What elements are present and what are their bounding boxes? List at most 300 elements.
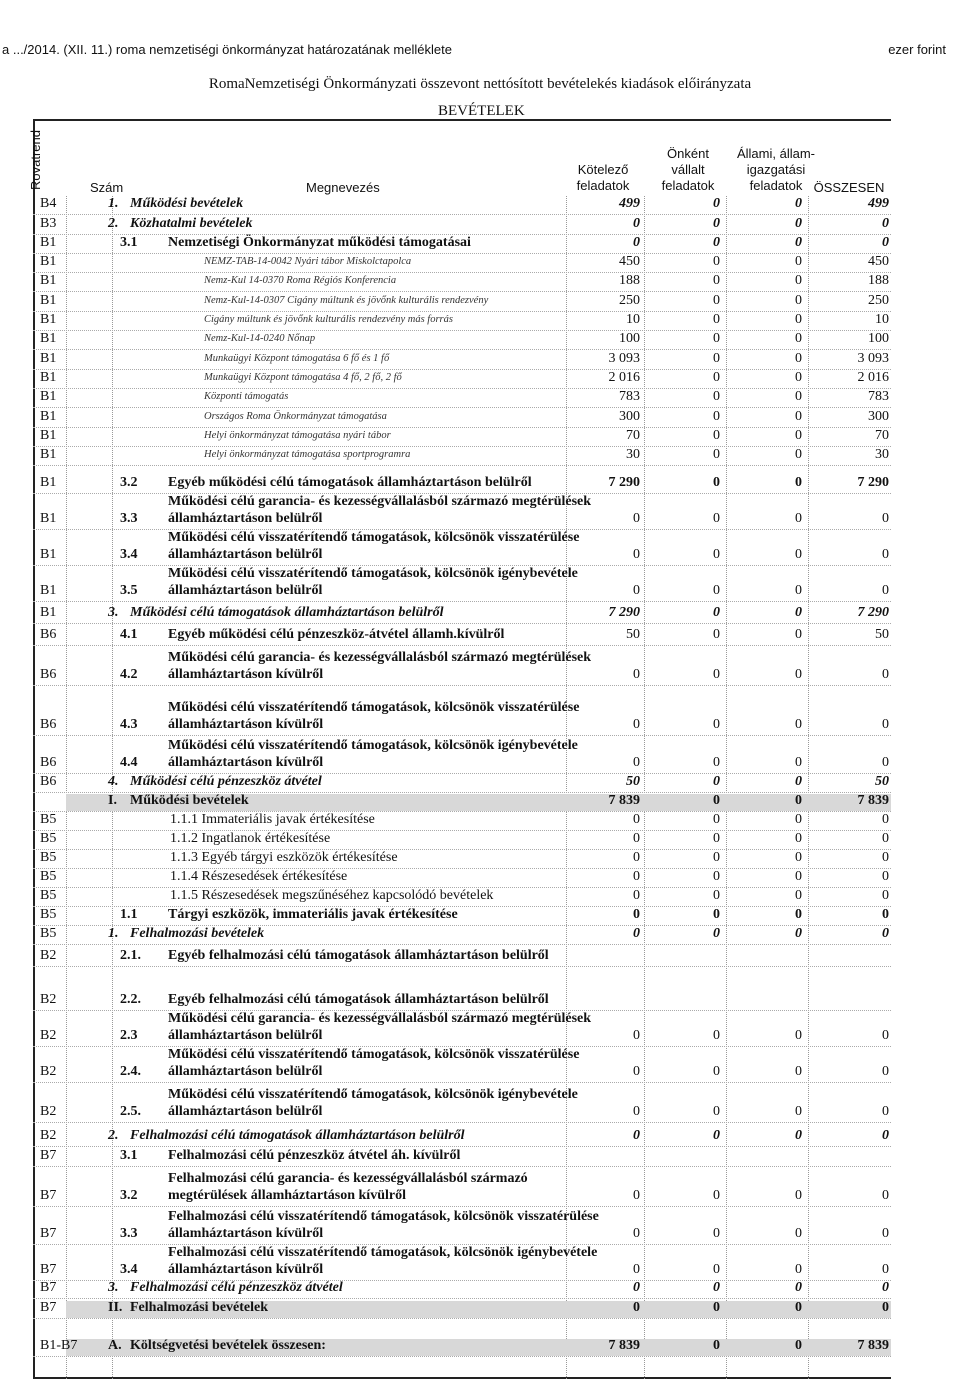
table-row — [0, 774, 960, 793]
cell-onkent: 0 — [713, 511, 720, 527]
cell-osszesen: 2 016 — [857, 369, 889, 385]
table-row — [0, 408, 960, 427]
cell-kotelezo: 0 — [633, 869, 640, 885]
cell-szam: 1.1 — [120, 907, 138, 923]
cell-megnevezes: Felhalmozási célú garancia- és kezességvállalásból származó megtérülések államháztartáson kívülről — [168, 1171, 528, 1204]
column-header-szam: Szám — [90, 180, 124, 195]
table-row — [0, 312, 960, 331]
cell-osszesen: 0 — [882, 1280, 889, 1296]
cell-osszesen: 0 — [882, 1188, 889, 1204]
cell-allami: 0 — [795, 583, 802, 599]
table-row — [0, 1207, 960, 1245]
cell-kotelezo: 0 — [633, 667, 640, 683]
cell-szam: 3.1 — [120, 234, 138, 250]
cell-osszesen: 783 — [868, 389, 889, 405]
cell-szam: 2.5. — [120, 1104, 141, 1120]
cell-osszesen: 3 093 — [857, 350, 889, 366]
table-row — [0, 215, 960, 234]
table-row — [0, 1011, 960, 1047]
cell-megnevezes: Helyi önkormányzat támogatása sportprogramra — [204, 449, 411, 461]
cell-rovatrend: B5 — [40, 831, 57, 847]
cell-osszesen: 0 — [882, 831, 889, 847]
cell-onkent: 0 — [713, 717, 720, 733]
cell-rovatrend: B2 — [40, 1104, 57, 1120]
cell-szam: 1. — [108, 196, 119, 212]
cell-kotelezo: 0 — [633, 812, 640, 828]
table-row — [0, 793, 960, 812]
cell-megnevezes: Működési célú visszatérítendő támogatások, kölcsönök visszatérülése államháztartáson belülről — [168, 530, 580, 563]
cell-rovatrend: B1 — [40, 331, 57, 347]
cell-rovatrend: B5 — [40, 907, 57, 923]
cell-osszesen: 100 — [868, 331, 889, 347]
cell-megnevezes: Működési célú visszatérítendő támogatások, kölcsönök igénybevétele államháztartáson belülről — [168, 566, 578, 599]
cell-onkent: 0 — [713, 850, 720, 866]
cell-onkent: 0 — [713, 888, 720, 904]
cell-onkent: 0 — [713, 627, 720, 643]
cell-kotelezo: 10 — [626, 312, 640, 328]
cell-osszesen: 7 290 — [857, 475, 889, 491]
cell-rovatrend: B2 — [40, 948, 57, 964]
cell-rovatrend: B5 — [40, 850, 57, 866]
cell-onkent: 0 — [713, 475, 720, 491]
cell-allami: 0 — [795, 774, 802, 790]
document-reference: a .../2014. (XII. 11.) roma nemzetiségi önkormányzat határozatának melléklete — [2, 42, 452, 57]
cell-allami: 0 — [795, 312, 802, 328]
cell-onkent: 0 — [713, 1280, 720, 1296]
cell-allami: 0 — [795, 926, 802, 942]
cell-szam: 4.4 — [120, 755, 138, 771]
cell-rovatrend: B1 — [40, 369, 57, 385]
cell-allami: 0 — [795, 717, 802, 733]
cell-kotelezo: 100 — [619, 331, 640, 347]
cell-megnevezes: Felhalmozási célú pénzeszköz átvétel — [130, 1280, 343, 1296]
cell-osszesen: 0 — [882, 234, 889, 250]
cell-szam: 2.4. — [120, 1064, 141, 1080]
cell-kotelezo: 0 — [633, 1188, 640, 1204]
cell-allami: 0 — [795, 1128, 802, 1144]
cell-rovatrend: B1 — [40, 511, 57, 527]
table-row — [0, 1319, 960, 1357]
table-row — [0, 254, 960, 273]
cell-allami: 0 — [795, 475, 802, 491]
cell-kotelezo: 70 — [626, 427, 640, 443]
cell-kotelezo: 7 839 — [608, 1338, 640, 1354]
cell-onkent: 0 — [713, 667, 720, 683]
cell-szam: 3.2 — [120, 1188, 138, 1204]
table-row — [0, 602, 960, 624]
table-row — [0, 646, 960, 686]
cell-megnevezes: 1.1.4 Részesedések értékesítése — [170, 869, 348, 885]
cell-allami: 0 — [795, 1104, 802, 1120]
table-row — [0, 1123, 960, 1147]
cell-rovatrend: B1 — [40, 427, 57, 443]
cell-osszesen: 50 — [875, 627, 889, 643]
cell-kotelezo: 783 — [619, 389, 640, 405]
cell-megnevezes: Felhalmozási bevételek — [130, 1300, 269, 1316]
cell-allami: 0 — [795, 1028, 802, 1044]
cell-megnevezes: Nemzetiségi Önkormányzat működési támogatásai — [168, 234, 471, 250]
cell-szam: 3.1 — [120, 1148, 138, 1164]
cell-allami: 0 — [795, 292, 802, 308]
column-header-onkent: Önként vállalt feladatok — [661, 146, 715, 193]
cell-kotelezo: 0 — [633, 1300, 640, 1316]
cell-onkent: 0 — [713, 331, 720, 347]
cell-onkent: 0 — [713, 1128, 720, 1144]
table-row — [0, 945, 960, 967]
cell-rovatrend: B7 — [40, 1188, 57, 1204]
cell-kotelezo: 0 — [633, 215, 640, 231]
table-row — [0, 812, 960, 831]
cell-onkent: 0 — [713, 926, 720, 942]
cell-onkent: 0 — [713, 869, 720, 885]
cell-rovatrend: B7 — [40, 1280, 57, 1296]
row-divider — [33, 1356, 891, 1357]
cell-rovatrend: B2 — [40, 1028, 57, 1044]
cell-szam: II. — [108, 1300, 123, 1316]
cell-megnevezes: Felhalmozási bevételek — [130, 926, 265, 942]
cell-kotelezo: 3 093 — [608, 350, 640, 366]
cell-kotelezo: 2 016 — [608, 369, 640, 385]
cell-osszesen: 300 — [868, 408, 889, 424]
table-row — [0, 566, 960, 602]
cell-rovatrend: B4 — [40, 196, 57, 212]
cell-onkent: 0 — [713, 350, 720, 366]
cell-onkent: 0 — [713, 369, 720, 385]
cell-rovatrend: B7 — [40, 1226, 57, 1242]
cell-rovatrend: B1 — [40, 234, 57, 250]
cell-kotelezo: 7 290 — [608, 605, 640, 621]
cell-onkent: 0 — [713, 774, 720, 790]
cell-rovatrend: B1 — [40, 605, 57, 621]
cell-allami: 0 — [795, 831, 802, 847]
cell-rovatrend: B1 — [40, 475, 57, 491]
cell-rovatrend: B6 — [40, 667, 57, 683]
cell-szam: 3.4 — [120, 547, 138, 563]
cell-allami: 0 — [795, 888, 802, 904]
cell-megnevezes: Felhalmozási célú pénzeszköz átvétel áh. kívülről — [168, 1148, 461, 1164]
cell-onkent: 0 — [713, 793, 720, 809]
cell-szam: 3. — [108, 605, 119, 621]
cell-megnevezes: Tárgyi eszközök, immateriális javak értékesítése — [168, 907, 458, 923]
cell-rovatrend: B7 — [40, 1262, 57, 1278]
cell-rovatrend: B5 — [40, 812, 57, 828]
cell-allami: 0 — [795, 869, 802, 885]
cell-onkent: 0 — [713, 1338, 720, 1354]
cell-osszesen: 0 — [882, 888, 889, 904]
cell-szam: 2.2. — [120, 992, 141, 1008]
cell-kotelezo: 0 — [633, 511, 640, 527]
cell-kotelezo: 0 — [633, 888, 640, 904]
cell-megnevezes: Munkaügyi Központ támogatása 6 fő és 1 fő — [204, 352, 390, 364]
table-row — [0, 494, 960, 530]
cell-osszesen: 0 — [882, 1262, 889, 1278]
table-row — [0, 850, 960, 869]
cell-onkent: 0 — [713, 389, 720, 405]
cell-onkent: 0 — [713, 1300, 720, 1316]
cell-allami: 0 — [795, 1280, 802, 1296]
cell-onkent: 0 — [713, 427, 720, 443]
cell-onkent: 0 — [713, 755, 720, 771]
cell-kotelezo: 0 — [633, 1128, 640, 1144]
cell-megnevezes: Felhalmozási célú visszatérítendő támogatások, kölcsönök visszatérülése államháztartáson kívülről — [168, 1209, 599, 1242]
cell-szam: 1. — [108, 926, 119, 942]
cell-allami: 0 — [795, 1226, 802, 1242]
cell-megnevezes: Működési bevételek — [130, 196, 244, 212]
cell-allami: 0 — [795, 850, 802, 866]
table-row — [0, 736, 960, 774]
cell-megnevezes: Működési célú garancia- és kezességvállalásból származó megtérülések államháztartáson belülről — [168, 1011, 592, 1044]
cell-osszesen: 7 839 — [857, 1338, 889, 1354]
section-title: BEVÉTELEK — [438, 103, 525, 119]
cell-onkent: 0 — [713, 1226, 720, 1242]
cell-rovatrend: B7 — [40, 1148, 57, 1164]
cell-kotelezo: 0 — [633, 547, 640, 563]
cell-rovatrend: B1 — [40, 547, 57, 563]
table-row — [0, 530, 960, 566]
cell-kotelezo: 250 — [619, 292, 640, 308]
cell-allami: 0 — [795, 793, 802, 809]
cell-szam: 2.3 — [120, 1028, 138, 1044]
cell-megnevezes: Munkaügyi Központ támogatása 4 fő, 2 fő, 2 fő — [204, 371, 402, 383]
cell-allami: 0 — [795, 234, 802, 250]
cell-kotelezo: 50 — [626, 627, 640, 643]
cell-kotelezo: 0 — [633, 850, 640, 866]
column-header-rovatrend: Rovatrend — [28, 130, 43, 190]
cell-osszesen: 499 — [868, 196, 889, 212]
cell-onkent: 0 — [713, 1188, 720, 1204]
cell-szam: 2.1. — [120, 948, 141, 964]
cell-osszesen: 0 — [882, 1064, 889, 1080]
cell-megnevezes: Felhalmozási célú visszatérítendő támogatások, kölcsönök igénybevétele államháztartáson kívülről — [168, 1245, 598, 1278]
cell-osszesen: 0 — [882, 583, 889, 599]
cell-megnevezes: Működési célú támogatások államháztartáson belülről — [130, 605, 444, 621]
cell-szam: I. — [108, 793, 117, 809]
cell-szam: 4.1 — [120, 627, 138, 643]
cell-allami: 0 — [795, 254, 802, 270]
table-row — [0, 273, 960, 292]
cell-allami: 0 — [795, 369, 802, 385]
cell-allami: 0 — [795, 1338, 802, 1354]
cell-allami: 0 — [795, 350, 802, 366]
cell-onkent: 0 — [713, 1104, 720, 1120]
cell-rovatrend: B3 — [40, 215, 57, 231]
cell-rovatrend: B5 — [40, 869, 57, 885]
cell-megnevezes: Egyéb felhalmozási célú támogatások államháztartáson belülről — [168, 992, 549, 1008]
cell-osszesen: 7 839 — [857, 793, 889, 809]
cell-megnevezes: Cigány múltunk és jövőnk kulturális rendezvény más forrás — [204, 314, 453, 326]
cell-kotelezo: 0 — [633, 1064, 640, 1080]
cell-megnevezes: Helyi önkormányzat támogatása nyári tábor — [204, 429, 391, 441]
cell-osszesen: 0 — [882, 1128, 889, 1144]
cell-rovatrend: B1 — [40, 583, 57, 599]
cell-rovatrend: B2 — [40, 992, 57, 1008]
table-row — [0, 1299, 960, 1319]
cell-kotelezo: 0 — [633, 1262, 640, 1278]
cell-allami: 0 — [795, 627, 802, 643]
table-row — [0, 447, 960, 466]
column-header-allami: Állami, állam-igazgatási feladatok — [736, 146, 815, 193]
cell-allami: 0 — [795, 812, 802, 828]
cell-szam: 4. — [108, 774, 119, 790]
cell-kotelezo: 188 — [619, 273, 640, 289]
cell-megnevezes: 1.1.5 Részesedések megszűnéséhez kapcsolódó bevételek — [170, 888, 494, 904]
table-row — [0, 235, 960, 254]
cell-allami: 0 — [795, 1188, 802, 1204]
cell-onkent: 0 — [713, 292, 720, 308]
cell-rovatrend: B6 — [40, 774, 57, 790]
cell-allami: 0 — [795, 215, 802, 231]
cell-rovatrend: B6 — [40, 627, 57, 643]
cell-osszesen: 0 — [882, 850, 889, 866]
cell-kotelezo: 0 — [633, 1104, 640, 1120]
cell-megnevezes: Központi támogatás — [204, 391, 289, 403]
cell-megnevezes: Országos Roma Önkormányzat támogatása — [204, 410, 387, 422]
cell-megnevezes: Nemz-Kul-14-0307 Cigány múltunk és jövőnk kulturális rendezvény — [204, 294, 489, 306]
cell-rovatrend: B1 — [40, 350, 57, 366]
cell-onkent: 0 — [713, 583, 720, 599]
cell-onkent: 0 — [713, 447, 720, 463]
cell-onkent: 0 — [713, 312, 720, 328]
table-row — [0, 686, 960, 736]
table-row — [0, 831, 960, 850]
cell-allami: 0 — [795, 447, 802, 463]
table-row — [0, 196, 960, 215]
cell-megnevezes: Egyéb működési célú támogatások államháztartáson belülről — [168, 475, 532, 491]
cell-osszesen: 70 — [875, 427, 889, 443]
table-row — [0, 926, 960, 945]
cell-osszesen: 0 — [882, 1104, 889, 1120]
cell-szam: 3.3 — [120, 1226, 138, 1242]
table-row — [0, 888, 960, 907]
table-row — [0, 331, 960, 350]
cell-osszesen: 10 — [875, 312, 889, 328]
cell-rovatrend: B1 — [40, 254, 57, 270]
cell-megnevezes: 1.1.3 Egyéb tárgyi eszközök értékesítése — [170, 850, 398, 866]
cell-kotelezo: 0 — [633, 583, 640, 599]
table-row — [0, 624, 960, 646]
cell-megnevezes: Egyéb működési célú pénzeszköz-átvétel államh.kívülről — [168, 627, 505, 643]
column-header-kotelezo: Kötelező feladatok — [576, 162, 630, 193]
cell-osszesen: 0 — [882, 215, 889, 231]
column-header-osszesen: ÖSSZESEN — [813, 180, 885, 195]
cell-megnevezes: Felhalmozási célú támogatások államháztartáson belülről — [130, 1128, 465, 1144]
table-row — [0, 1167, 960, 1207]
cell-onkent: 0 — [713, 408, 720, 424]
cell-szam: 2. — [108, 215, 119, 231]
cell-megnevezes: Működési célú garancia- és kezességvállalásból származó megtérülések államháztartáson kívülről — [168, 650, 592, 683]
table-row — [0, 466, 960, 494]
table-row — [0, 389, 960, 408]
cell-allami: 0 — [795, 196, 802, 212]
cell-kotelezo: 0 — [633, 1028, 640, 1044]
cell-megnevezes: Nemz-Kul-14-0240 Nőnap — [204, 333, 316, 345]
cell-rovatrend: B1 — [40, 312, 57, 328]
table-row — [0, 1245, 960, 1281]
cell-rovatrend: B1 — [40, 273, 57, 289]
cell-megnevezes: Működési bevételek — [130, 793, 249, 809]
table-row — [0, 1047, 960, 1083]
cell-rovatrend: B5 — [40, 888, 57, 904]
cell-allami: 0 — [795, 1064, 802, 1080]
cell-szam: 3.5 — [120, 583, 138, 599]
cell-rovatrend: B1-B7 — [40, 1338, 78, 1354]
cell-rovatrend: B2 — [40, 1064, 57, 1080]
cell-osszesen: 0 — [882, 869, 889, 885]
cell-megnevezes: Egyéb felhalmozási célú támogatások államháztartáson belülről — [168, 948, 549, 964]
unit-label: ezer forint — [888, 42, 946, 57]
table-row — [0, 370, 960, 389]
cell-kotelezo: 7 839 — [608, 793, 640, 809]
cell-megnevezes: Nemz-Kul 14-0370 Roma Régiós Konferencia — [204, 275, 397, 287]
cell-allami: 0 — [795, 907, 802, 923]
cell-rovatrend: B2 — [40, 1128, 57, 1144]
cell-allami: 0 — [795, 667, 802, 683]
cell-megnevezes: Működési célú visszatérítendő támogatások, kölcsönök igénybevétele államháztartáson belülről — [168, 1087, 578, 1120]
cell-rovatrend: B1 — [40, 447, 57, 463]
cell-kotelezo: 0 — [633, 1226, 640, 1242]
cell-kotelezo: 499 — [619, 196, 640, 212]
cell-megnevezes: Közhatalmi bevételek — [130, 215, 253, 231]
cell-allami: 0 — [795, 605, 802, 621]
cell-osszesen: 188 — [868, 273, 889, 289]
table-row — [0, 869, 960, 888]
cell-onkent: 0 — [713, 1028, 720, 1044]
cell-allami: 0 — [795, 331, 802, 347]
cell-onkent: 0 — [713, 215, 720, 231]
cell-kotelezo: 0 — [633, 907, 640, 923]
cell-osszesen: 0 — [882, 926, 889, 942]
cell-allami: 0 — [795, 408, 802, 424]
cell-kotelezo: 300 — [619, 408, 640, 424]
cell-onkent: 0 — [713, 254, 720, 270]
cell-osszesen: 0 — [882, 907, 889, 923]
cell-osszesen: 0 — [882, 755, 889, 771]
cell-osszesen: 0 — [882, 667, 889, 683]
cell-onkent: 0 — [713, 907, 720, 923]
cell-megnevezes: Költségvetési bevételek összesen: — [130, 1338, 326, 1354]
cell-megnevezes: Működési célú visszatérítendő támogatások, kölcsönök igénybevétele államháztartáson kívülről — [168, 738, 578, 771]
cell-osszesen: 7 290 — [857, 605, 889, 621]
cell-onkent: 0 — [713, 1064, 720, 1080]
cell-osszesen: 0 — [882, 511, 889, 527]
table-row — [0, 1281, 960, 1299]
table-row — [0, 1147, 960, 1167]
cell-kotelezo: 0 — [633, 1280, 640, 1296]
cell-szam: 3.2 — [120, 475, 138, 491]
cell-osszesen: 0 — [882, 812, 889, 828]
cell-onkent: 0 — [713, 1262, 720, 1278]
cell-onkent: 0 — [713, 831, 720, 847]
cell-rovatrend: B1 — [40, 292, 57, 308]
cell-szam: 4.2 — [120, 667, 138, 683]
cell-kotelezo: 0 — [633, 755, 640, 771]
cell-szam: 3.4 — [120, 1262, 138, 1278]
cell-rovatrend: B7 — [40, 1300, 57, 1316]
cell-allami: 0 — [795, 1262, 802, 1278]
cell-kotelezo: 7 290 — [608, 475, 640, 491]
cell-megnevezes: 1.1.2 Ingatlanok értékesítése — [170, 831, 331, 847]
cell-kotelezo: 30 — [626, 447, 640, 463]
cell-szam: 4.3 — [120, 717, 138, 733]
cell-osszesen: 250 — [868, 292, 889, 308]
cell-megnevezes: Működési célú garancia- és kezességvállalásból származó megtérülések államháztartáson belülről — [168, 494, 592, 527]
cell-onkent: 0 — [713, 234, 720, 250]
cell-allami: 0 — [795, 389, 802, 405]
cell-onkent: 0 — [713, 605, 720, 621]
cell-kotelezo: 0 — [633, 234, 640, 250]
cell-osszesen: 0 — [882, 1300, 889, 1316]
cell-osszesen: 450 — [868, 254, 889, 270]
